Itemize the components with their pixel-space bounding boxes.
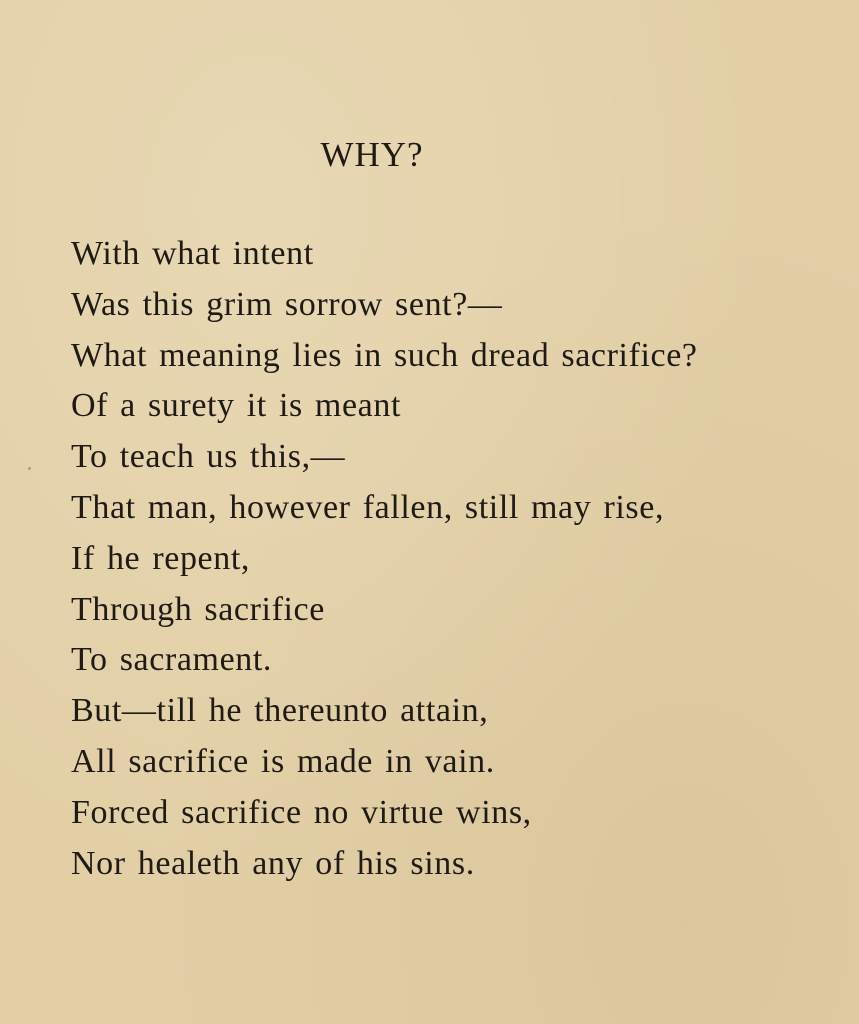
poem-line: But—till he thereunto attain,: [71, 692, 489, 730]
paper-speck: [28, 467, 31, 470]
poem-line: To sacrament.: [71, 641, 273, 679]
poem-title: WHY?: [320, 135, 424, 174]
poem-line: With what intent: [71, 235, 314, 272]
poem-line: Was this grim sorrow sent?—: [71, 285, 503, 323]
poem-line: That man, however fallen, still may rise,: [71, 488, 665, 526]
poem-line: What meaning lies in such dread sacrifice?: [71, 336, 698, 374]
poem-line: Forced sacrifice no virtue wins,: [71, 793, 532, 831]
poem-line: All sacrifice is made in vain.: [71, 742, 495, 780]
poem-line: Through sacrifice: [71, 590, 325, 628]
poem-line: Nor healeth any of his sins.: [71, 844, 475, 882]
poem-line: If he repent,: [71, 539, 250, 577]
poem-body: [71, 229, 851, 889]
poem-line: To teach us this,—: [71, 438, 346, 476]
poem-line: Of a surety it is meant: [71, 387, 402, 425]
